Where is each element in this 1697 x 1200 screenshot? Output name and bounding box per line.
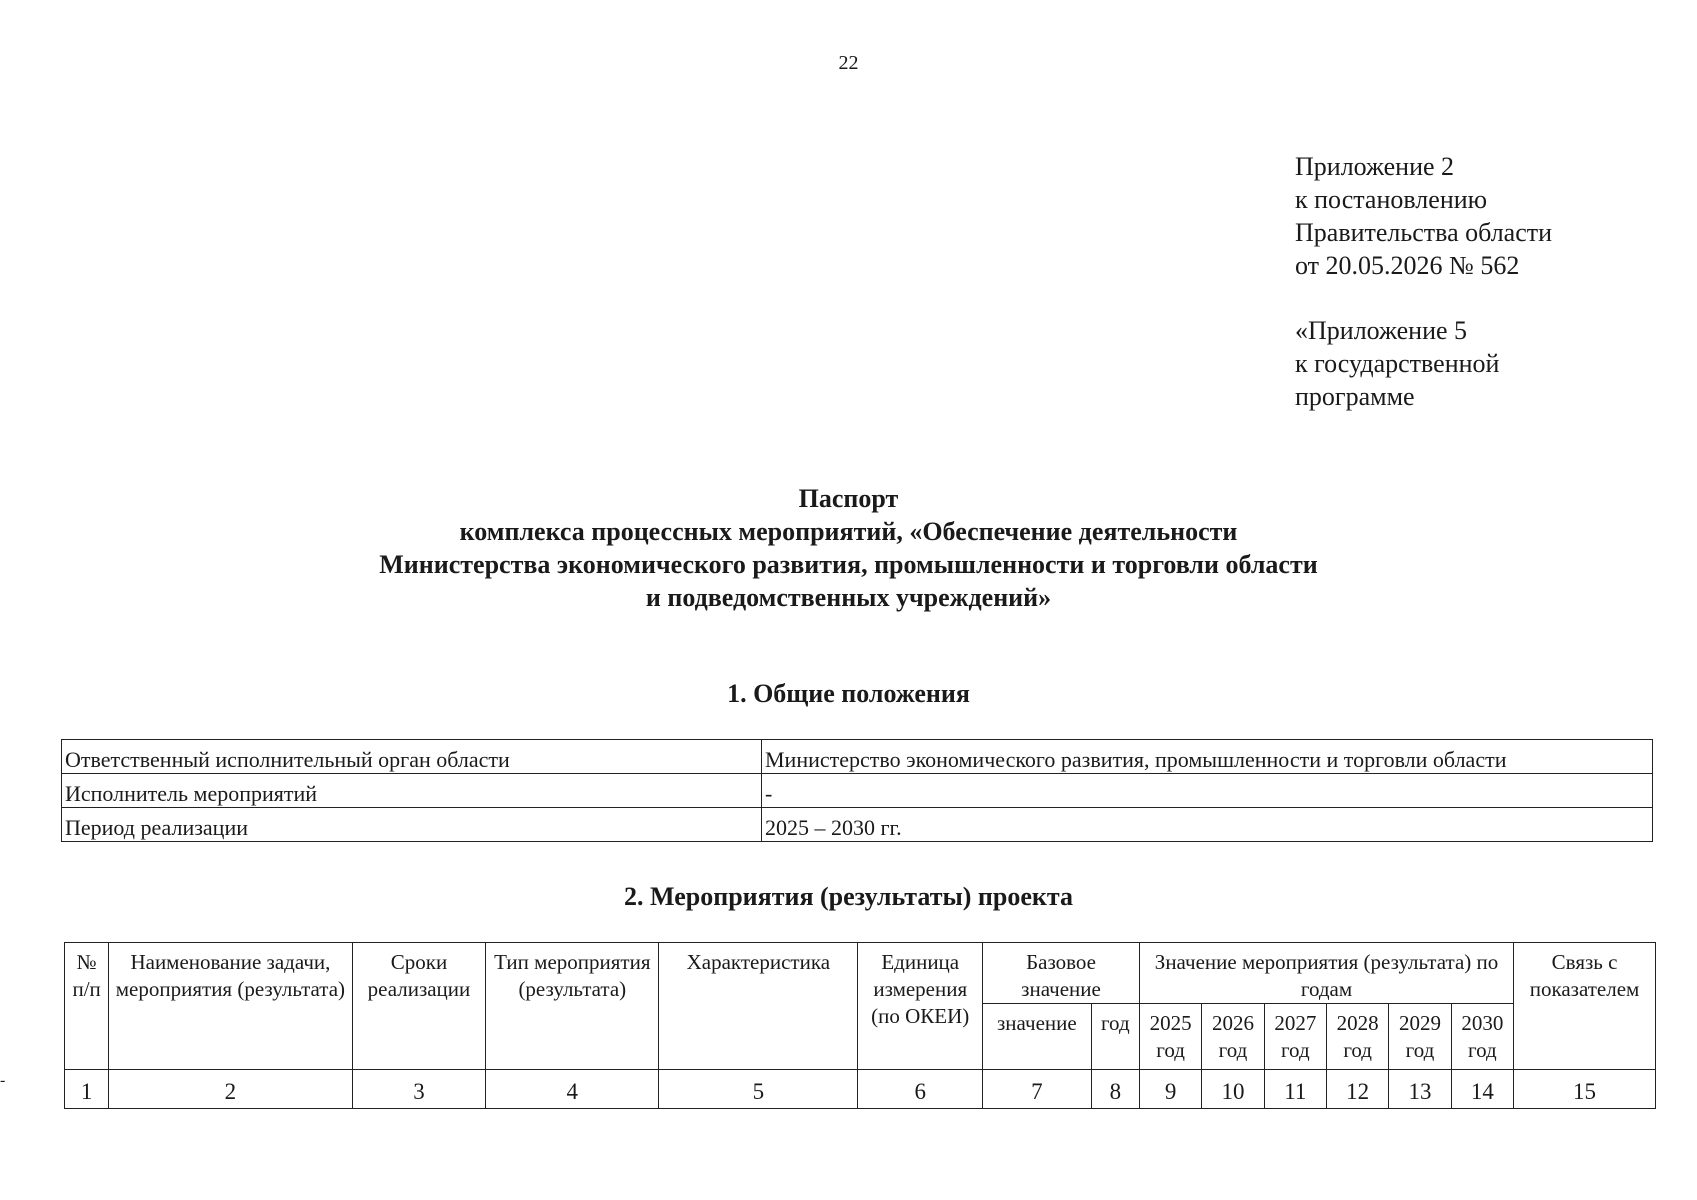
header-values-by-year: Значение мероприятия (результата) по годам [1139,943,1513,1004]
header-characteristic: Характеристика [659,943,858,1070]
appendix-line: к постановлению [1295,185,1488,214]
column-number: 1 [65,1070,109,1109]
header-base: Базовое значение [983,943,1140,1004]
program-appendix-block [1295,314,1499,413]
title-line: Министерства экономического развития, промышленности и торговли области [379,550,1318,579]
title-line: комплекса процессных мероприятий, «Обеспечение деятельности [459,517,1238,546]
column-number: 7 [983,1070,1092,1109]
margin-mark: - [0,1072,6,1089]
header-year: 2029 год [1389,1004,1451,1070]
header-unit: Единица измерения (по ОКЕИ) [858,943,983,1070]
header-base-value: значение [983,1004,1092,1070]
header-year: 2026 год [1202,1004,1264,1070]
page-number: 22 [838,52,859,74]
column-number-row [65,1070,1656,1109]
title-line: и подведомственных учреждений» [645,583,1052,612]
document-title [0,482,1697,614]
column-number: 12 [1326,1070,1388,1109]
row-label: Ответственный исполнительный орган области [62,740,762,774]
column-number: 4 [486,1070,659,1109]
row-label: Период реализации [62,808,762,842]
activities-table [64,942,1656,1109]
appendix-line: к государственной [1295,349,1500,378]
appendix-line: от 20.05.2026 № 562 [1295,251,1520,280]
appendix-line: Правительства области [1295,218,1553,247]
header-name: Наименование задачи, мероприятия (результата) [109,943,352,1070]
column-number: 5 [659,1070,858,1109]
title-line: Паспорт [798,484,899,513]
header-link: Связь с показателем [1514,943,1656,1070]
column-number: 6 [858,1070,983,1109]
section-heading-activities: 2. Мероприятия (результаты) проекта [624,882,1073,911]
header-row [65,943,1656,1004]
column-number: 10 [1202,1070,1264,1109]
header-year: 2027 год [1264,1004,1326,1070]
header-year: 2025 год [1139,1004,1201,1070]
column-number: 2 [109,1070,352,1109]
column-number: 3 [352,1070,486,1109]
appendix-line: Приложение 2 [1295,152,1455,181]
row-value: Министерство экономического развития, промышленности и торговли области [762,740,1653,774]
column-number: 14 [1451,1070,1513,1109]
column-number: 8 [1091,1070,1139,1109]
header-dates: Сроки реализации [352,943,486,1070]
header-base-year: год [1091,1004,1139,1070]
header-year: 2030 год [1451,1004,1513,1070]
table-row [62,774,1653,808]
appendix-line: программе [1295,382,1415,411]
general-provisions-table [61,739,1653,842]
table-row [62,808,1653,842]
appendix-line: «Приложение 5 [1295,316,1468,345]
row-value: 2025 – 2030 гг. [762,808,1653,842]
row-label: Исполнитель мероприятий [62,774,762,808]
header-num: № п/п [65,943,109,1070]
appendix-block [1295,150,1552,282]
header-type: Тип мероприятия (результата) [486,943,659,1070]
section-heading-general: 1. Общие положения [727,679,970,708]
column-number: 13 [1389,1070,1451,1109]
column-number: 15 [1514,1070,1656,1109]
column-number: 11 [1264,1070,1326,1109]
header-year: 2028 год [1326,1004,1388,1070]
row-value: - [762,774,1653,808]
table-row [62,740,1653,774]
column-number: 9 [1139,1070,1201,1109]
